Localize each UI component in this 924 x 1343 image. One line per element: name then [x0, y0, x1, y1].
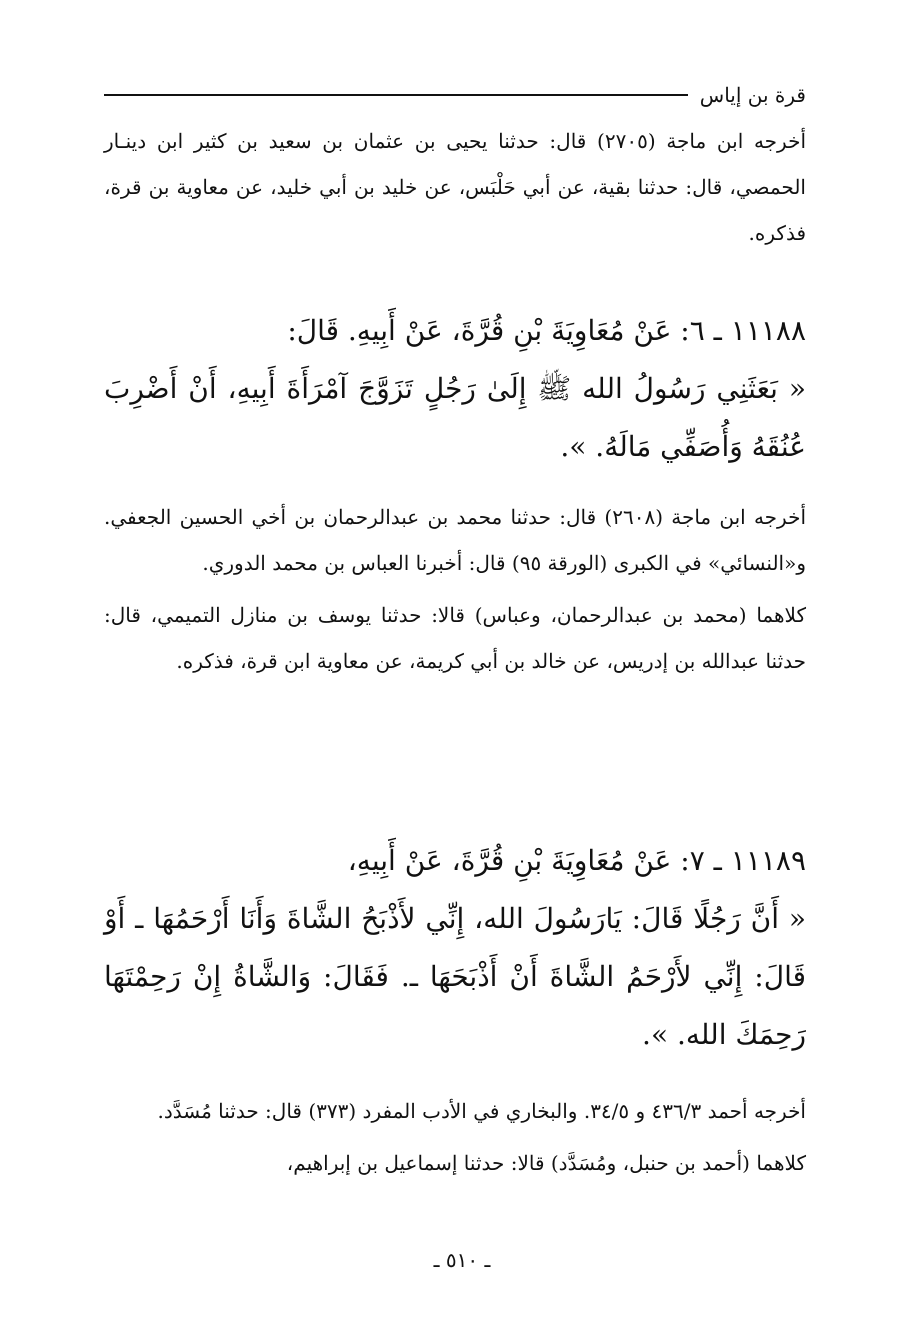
- note-paragraph: كلاهما (أحمد بن حنبل، ومُسَدَّد) قالا: حدثنا إسماعيل بن إبراهيم،: [286, 1151, 806, 1175]
- hadith-11189: [104, 832, 806, 1064]
- source-note-1: [104, 118, 806, 256]
- source-note-3: [104, 1088, 806, 1186]
- hadith-text: « بَعَثَنِي رَسُولُ الله ﷺ إِلَىٰ رَجُلٍ تَزَوَّجَ آمْرَأَةَ أَبِيهِ، أَنْ أَضْرِبَ عُنُقَهُ وَأُصَفِّي مَالَهُ. ».: [104, 372, 806, 463]
- running-header: [104, 80, 806, 110]
- header-title: قرة بن إياس: [699, 83, 806, 107]
- page-number: ـ ٥١٠ ـ: [433, 1248, 491, 1272]
- hadith-text: « أَنَّ رَجُلًا قَالَ: يَارَسُولَ الله، إِنِّي لأَذْبَحُ الشَّاةَ وَأَنَا أَرْحَمُهَا ـ أَوْ قَالَ: إِنِّي لأَرْحَمُ الشَّاةَ أَنْ أَذْبَحَهَا ـ. فَقَالَ: وَالشَّاةُ إِنْ رَحِمْتَهَا رَحِمَكَ الله. ».: [104, 902, 806, 1051]
- note-paragraph: أخرجه ابن ماجة (٢٦٠٨) قال: حدثنا محمد بن عبدالرحمان بن أخي الحسين الجعفي. و«النسائي» في الكبرى (الورقة ٩٥) قال: أخبرنا العباس بن محمد الدوري.: [104, 505, 807, 575]
- note-paragraph: أخرجه ابن ماجة (٢٧٠٥) قال: حدثنا يحيى بن عثمان بن سعيد بن كثير ابن دينـار الحمصي، قال: حدثنا بقية، عن أبي حَلْبَس، عن خليد بن أبي خليد، عن معاوية بن قرة، فذكره.: [104, 129, 807, 245]
- hadith-heading: ١١١٨٨ ـ ٦: عَنْ مُعَاوِيَةَ بْنِ قُرَّةَ، عَنْ أَبِيهِ. قَالَ:: [287, 314, 806, 347]
- note-paragraph: أخرجه أحمد ٤٣٦/٣ و ٣٤/٥. والبخاري في الأدب المفرد (٣٧٣) قال: حدثنا مُسَدَّد.: [157, 1099, 806, 1123]
- header-rule: [104, 94, 688, 96]
- source-note-2: [104, 494, 806, 684]
- hadith-heading: ١١١٨٩ ـ ٧: عَنْ مُعَاوِيَةَ بْنِ قُرَّةَ، عَنْ أَبِيهِ،: [347, 844, 806, 877]
- note-paragraph: كلاهما (محمد بن عبدالرحمان، وعباس) قالا: حدثنا يوسف بن منازل التميمي، قال: حدثنا عبدالله بن إدريس، عن خالد بن أبي كريمة، عن معاوية ابن قرة، فذكره.: [104, 603, 806, 673]
- hadith-11188: [104, 302, 806, 476]
